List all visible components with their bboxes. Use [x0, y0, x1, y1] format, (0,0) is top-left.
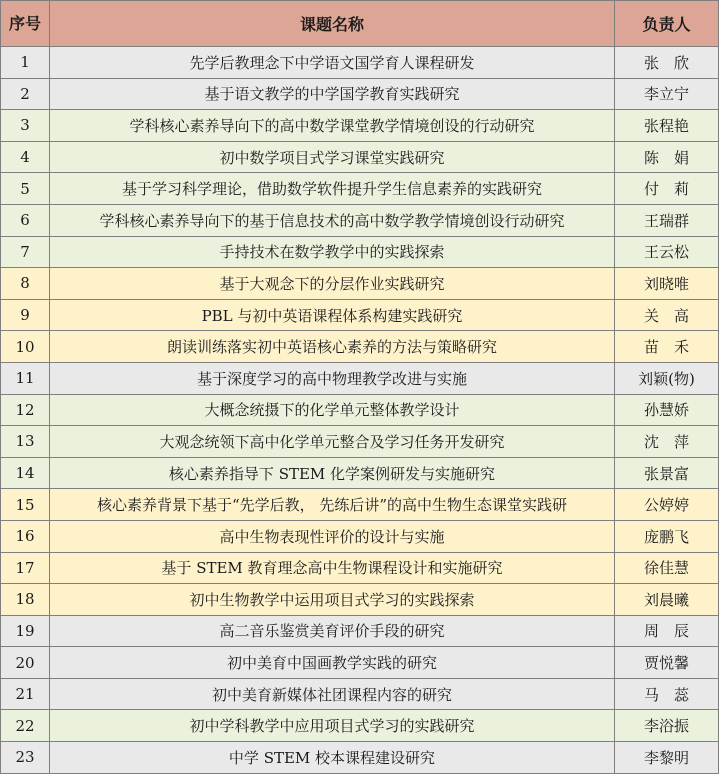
row-number: 5 — [1, 173, 50, 205]
table-row — [1, 552, 719, 584]
row-owner: 孙慧娇 — [615, 394, 719, 426]
row-title: 核心素养指导下 STEM 化学案例研发与实施研究 — [50, 457, 615, 489]
row-title: 基于深度学习的高中物理教学改进与实施 — [50, 362, 615, 394]
table-header-row — [1, 1, 719, 47]
table-row — [1, 742, 719, 774]
row-number: 4 — [1, 141, 50, 173]
row-title: 学科核心素养导向下的高中数学课堂教学情境创设的行动研究 — [50, 110, 615, 142]
row-owner: 关 高 — [615, 299, 719, 331]
row-title: 初中美育中国画教学实践的研究 — [50, 647, 615, 679]
row-number: 19 — [1, 615, 50, 647]
table-row — [1, 173, 719, 205]
table-row — [1, 678, 719, 710]
row-title: 基于大观念下的分层作业实践研究 — [50, 268, 615, 300]
row-title: 先学后教理念下中学语文国学育人课程研发 — [50, 47, 615, 79]
table-row — [1, 47, 719, 79]
row-title: 中学 STEM 校本课程建设研究 — [50, 742, 615, 774]
row-owner: 张景富 — [615, 457, 719, 489]
table-row — [1, 362, 719, 394]
row-number: 6 — [1, 204, 50, 236]
header-title: 课题名称 — [50, 1, 615, 47]
row-number: 12 — [1, 394, 50, 426]
table-row — [1, 78, 719, 110]
table-row — [1, 710, 719, 742]
row-number: 13 — [1, 426, 50, 458]
row-number: 3 — [1, 110, 50, 142]
row-owner: 李立宁 — [615, 78, 719, 110]
row-owner: 周 辰 — [615, 615, 719, 647]
table-row — [1, 457, 719, 489]
row-title: 初中美育新媒体社团课程内容的研究 — [50, 678, 615, 710]
row-owner: 贾悦馨 — [615, 647, 719, 679]
row-title: 初中学科教学中应用项目式学习的实践研究 — [50, 710, 615, 742]
row-owner: 苗 禾 — [615, 331, 719, 363]
row-title: 手持技术在数学教学中的实践探索 — [50, 236, 615, 268]
row-owner: 李浴振 — [615, 710, 719, 742]
table-row — [1, 584, 719, 616]
row-number: 22 — [1, 710, 50, 742]
row-title: 基于语文教学的中学国学教育实践研究 — [50, 78, 615, 110]
table-row — [1, 489, 719, 521]
row-owner: 刘晓唯 — [615, 268, 719, 300]
row-title: 初中数学项目式学习课堂实践研究 — [50, 141, 615, 173]
row-title: 大观念统领下高中化学单元整合及学习任务开发研究 — [50, 426, 615, 458]
row-owner: 马 蕊 — [615, 678, 719, 710]
row-number: 16 — [1, 520, 50, 552]
row-number: 7 — [1, 236, 50, 268]
table-row — [1, 268, 719, 300]
table-row — [1, 110, 719, 142]
row-number: 1 — [1, 47, 50, 79]
row-number: 10 — [1, 331, 50, 363]
row-number: 20 — [1, 647, 50, 679]
row-title: 大概念统摄下的化学单元整体教学设计 — [50, 394, 615, 426]
row-title: 朗读训练落实初中英语核心素养的方法与策略研究 — [50, 331, 615, 363]
row-number: 2 — [1, 78, 50, 110]
table-row — [1, 647, 719, 679]
row-title: 学科核心素养导向下的基于信息技术的高中数学教学情境创设行动研究 — [50, 204, 615, 236]
table-row — [1, 520, 719, 552]
table-row — [1, 331, 719, 363]
table-row — [1, 236, 719, 268]
row-number: 21 — [1, 678, 50, 710]
table-row — [1, 299, 719, 331]
row-owner: 李黎明 — [615, 742, 719, 774]
row-title: 高中生物表现性评价的设计与实施 — [50, 520, 615, 552]
row-title: 初中生物教学中运用项目式学习的实践探索 — [50, 584, 615, 616]
row-owner: 付 莉 — [615, 173, 719, 205]
row-owner: 王云松 — [615, 236, 719, 268]
row-owner: 公婷婷 — [615, 489, 719, 521]
row-owner: 徐佳慧 — [615, 552, 719, 584]
table-row — [1, 615, 719, 647]
row-owner: 沈 萍 — [615, 426, 719, 458]
row-number: 23 — [1, 742, 50, 774]
table-row — [1, 204, 719, 236]
row-owner: 刘晨曦 — [615, 584, 719, 616]
table-row — [1, 426, 719, 458]
row-owner: 张程艳 — [615, 110, 719, 142]
row-number: 18 — [1, 584, 50, 616]
row-owner: 王瑞群 — [615, 204, 719, 236]
row-owner: 陈 娟 — [615, 141, 719, 173]
row-number: 17 — [1, 552, 50, 584]
row-owner: 张 欣 — [615, 47, 719, 79]
row-title: 高二音乐鉴赏美育评价手段的研究 — [50, 615, 615, 647]
row-title: 基于 STEM 教育理念高中生物课程设计和实施研究 — [50, 552, 615, 584]
row-number: 14 — [1, 457, 50, 489]
row-owner: 庞鹏飞 — [615, 520, 719, 552]
row-number: 15 — [1, 489, 50, 521]
header-owner: 负责人 — [615, 1, 719, 47]
row-number: 11 — [1, 362, 50, 394]
table-body — [1, 47, 719, 774]
row-owner: 刘颖(物) — [615, 362, 719, 394]
row-title: 基于学习科学理论，借助数学软件提升学生信息素养的实践研究 — [50, 173, 615, 205]
row-number: 9 — [1, 299, 50, 331]
row-number: 8 — [1, 268, 50, 300]
header-num: 序号 — [1, 1, 50, 47]
table-row — [1, 394, 719, 426]
row-title: PBL 与初中英语课程体系构建实践研究 — [50, 299, 615, 331]
row-title: 核心素养背景下基于“先学后教， 先练后讲”的高中生物生态课堂实践研 — [50, 489, 615, 521]
table-row — [1, 141, 719, 173]
